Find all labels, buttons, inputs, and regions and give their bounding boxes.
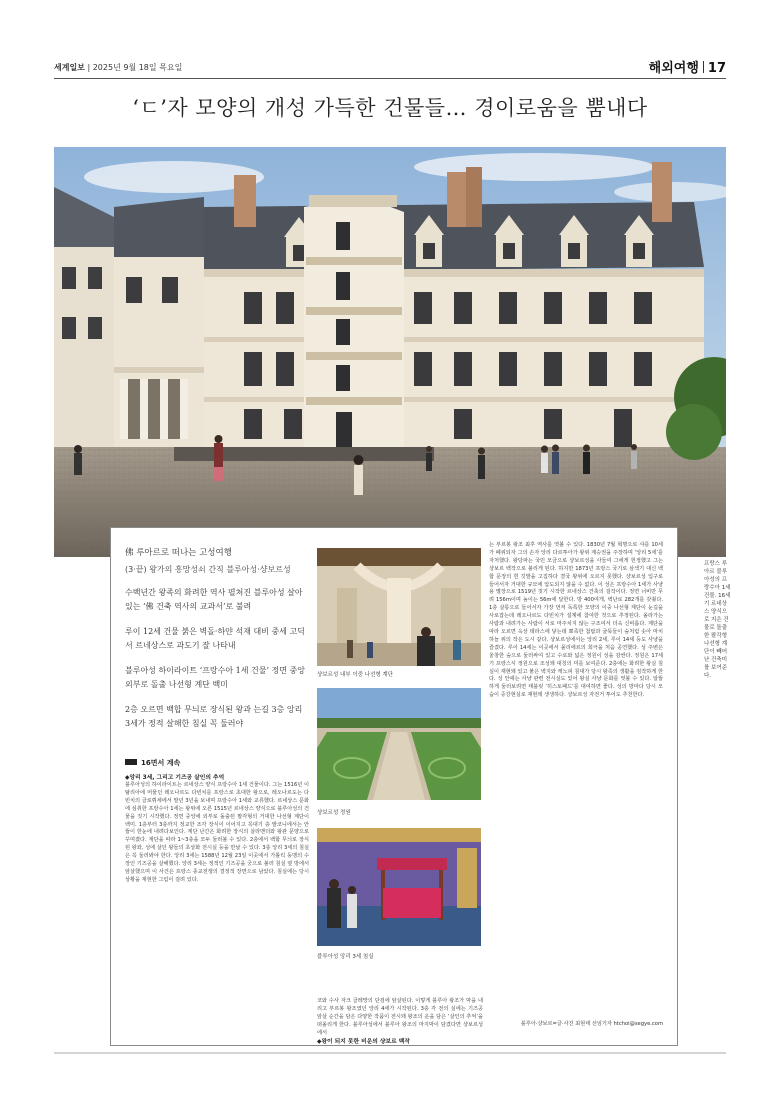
body-column-c [489, 542, 663, 700]
article-subhead: (3·끝) 왕가의 흥망성쇠 간직 블루아성·샹보르성 [125, 565, 291, 574]
col-b-text: 코와 수사 자크 클레망의 단검에 암살된다. 이렇게 블루아 왕조가 막을 내리고 부르봉 왕조였던 앙리 4세가 시작된다. 3층 각 전의 실에는 기즈공 암살 순간을 담은 다양한 작품이 전시돼 왕조의 운을 담은 ‘살인의 추억’을 떠올리게 한다. 블루아성에서 블루아 왕조의 마지막이 담겼다면 샹보르성에서 [317, 998, 483, 1036]
garden-illustration [317, 688, 481, 800]
lead-line: 수백년간 왕족의 화려한 역사 펼쳐진 블루아성 살아있는 ‘佛 건축 역사의 교과서’로 불려 [125, 588, 303, 611]
inset-caption-2: 샹보르성 정원 [317, 810, 351, 816]
continued-mark [125, 759, 137, 765]
inset-caption-1: 샹보르성 내부 이중 나선형 계단 [317, 672, 394, 678]
body-column-b-bottom [317, 998, 483, 1046]
continued-text: 16면서 계속 [141, 759, 181, 767]
inset-photo-bedroom [317, 828, 481, 946]
blois-castle-illustration [54, 147, 726, 557]
body-column-a [125, 774, 309, 885]
col-c-text: 는 부르봉 왕조 최후 역사를 엿볼 수 있다. 1830년 7월 혁명으로 샤를 10세가 폐위되자 그의 손자 앙리 다르투아가 왕위 계승권을 주장하며 ‘앙리 5세’를 자처했다. 왕당파는 국민 모금으로 샹보르성을 사들여 그에게 헌정했고 그는 샹보르 백작으로 불리게 된다. 하지만 1873년 프랑스 국기로 삼색기 대신 백합 문장의 흰 깃발을 고집하다 결국 왕위에 오르지 못했다. 샹보르성 입구로 들어서자 거대한 규모에 압도되지 않을 수 없다. 이 성은 프랑수아 1세가 사냥용 별장으로 1519년 짓기 시작한 르네상스 건축의 걸작이다. 정면 너비만 무려 156m이며 높이는 56m에 달한다. 방 400여개, 벽난로 282개를 갖췄다. 1층 살롱으로 들어서자 가장 먼저 독특한 모양의 이중 나선형 계단이 눈길을 사로잡는데 레오나르도 다빈치가 설계에 참여한 것으로 추정된다. 올라가는 사람과 내려가는 사람이 서로 마주치지 않는 구조여서 더욱 신비롭다. 계단을 따라 오르면 옥상 테라스에 닿는데 뾰족한 첨탑과 굴뚝들이 숲처럼 솟아 마치 하늘 위의 작은 도시 같다. 샹보르성에서는 앙리 2세, 루이 14세 등도 사냥을 즐겼다. 루이 14세는 이곳에서 몰리에르의 희극을 처음 공연했다. 성 주변은 울창한 숲으로 둘러싸여 있고 수로와 넓은 정원이 성을 감싼다. 정원은 17세기 프랑스식 정원으로 조성돼 대칭의 미를 보여준다. 2층에는 화려한 왕실 침실이 재현돼 있고 붉은 벽지와 캐노피 침대가 당시 왕족의 생활을 짐작하게 한다. 성 안에는 사냥 관련 전시실도 있어 왕실 사냥 문화를 엿볼 수 있다. 알뜰하게 둘러보려면 태블릿 ‘히스토패드’를 대여하면 좋다. 성의 방마다 당시 모습이 증강현실로 재현돼 생생하다. 샹보르성 자전거 투어도 추천한다. [489, 542, 663, 699]
article-box [110, 527, 678, 1046]
inset-photo-double-staircase [317, 548, 481, 666]
continued-note [125, 758, 180, 768]
col-a-text: 블루아성의 하이라이트는 르네상스 양식 프랑수아 1세 건물이다. 그는 1516년 이탈리아에 머물던 레오나르도 다빈치를 프랑스로 초대한 왕으로, 레오나르도는 다빈치의 클로뤼세에서 말년 3년을 보내며 프랑수아 1세와 교류했다. 르네상스 문화에 심취한 프랑수아 1세는 왕위에 오른 1515년 르네상스 양식으로 블루아성의 건물을 짓기 시작했다. 정면 중앙에 외부로 돌출된 팔각형의 거대한 나선형 계단이 백미. 1층부터 3층까지 정교한 조각 장식이 이어지고 꼭대기 층 발코니에서는 안뜰이 한눈에 내려다보인다. 계단 난간은 화려한 장식의 살라맨더와 왕관 문양으로 꾸며졌다. 계단을 따라 1~3층을 모두 둘러볼 수 있다. 2층에서 백합 무늬로 장식된 왕좌, 성에 살던 왕들의 초상화 전시실 등을 만날 수 있다. 3층 앙리 3세의 침실은 꼭 둘러봐야 한다. 앙리 3세는 1588년 12월 23일 이곳에서 가톨릭 동맹의 수장인 기즈공을 살해했다. 앙리 3세는 정적인 기즈공을 궁으로 불러 침실 옆 방에서 암살했으며 이 사건은 프랑스 종교전쟁의 결정적 장면으로 남았다. 침실에는 당시 상황을 재현한 그림이 걸려 있다. [125, 782, 309, 883]
section-separator [703, 61, 704, 73]
lead-line: 루이 12세 건물 붉은 벽돌·하얀 석재 대비 중세 고딕서 르네상스로 과도기 잘 나타내 [125, 627, 305, 650]
masthead-divider: | [87, 63, 93, 72]
masthead [54, 56, 726, 79]
series-kicker: 佛 루아르로 떠나는 고성여행 [125, 548, 232, 558]
inset-photo-garden [317, 688, 481, 800]
footer-rule [54, 1052, 726, 1054]
lead-summary [125, 586, 309, 742]
main-photo-caption: 프랑스 루아르 블루아성의 프랑수아 1세 건물. 16세기 르네상스 양식으로 지은 건물로 돌출한 팔각형 나선형 계단이 빼어난 건축미를 보여준다. [704, 561, 731, 679]
lead-line: 블루아성 하이라이트 ‘프랑수아 1세 건물’ 정면 중앙 외부로 돌출 나선형 계단 백미 [125, 666, 305, 689]
issue-date: 2025년 9월 18일 목요일 [92, 63, 183, 72]
col-b-heading: ◆왕이 되지 못한 비운의 샹보르 백작 [317, 1038, 410, 1045]
masthead-right [649, 57, 726, 76]
inset-caption-3: 블루아성 앙리 3세 침실 [317, 954, 374, 960]
col-a-heading: ◆앙리 3세, 그리고 기즈공 살인의 추억 [125, 775, 225, 781]
paper-name: 세계일보 [54, 63, 85, 72]
main-photo-blois-castle [54, 147, 726, 557]
royal-bedroom-illustration [317, 828, 481, 946]
masthead-left [54, 62, 182, 73]
lead-line: 2층 오르면 백합 무늬로 장식된 왕과 는길 3층 앙리 3세가 정적 살해한 침실 꼭 둘러야 [125, 705, 303, 728]
page-number: 17 [707, 61, 726, 76]
double-staircase-illustration [317, 548, 481, 666]
section-name: 해외여행 [648, 61, 699, 76]
headline: ‘ㄷ’자 모양의 개성 가득한 건물들… 경이로움을 뿜내다 [132, 96, 648, 120]
byline: 블루아·샹보르=글·사진 최현태 선임기자 htchoi@segye.com [520, 1021, 663, 1027]
